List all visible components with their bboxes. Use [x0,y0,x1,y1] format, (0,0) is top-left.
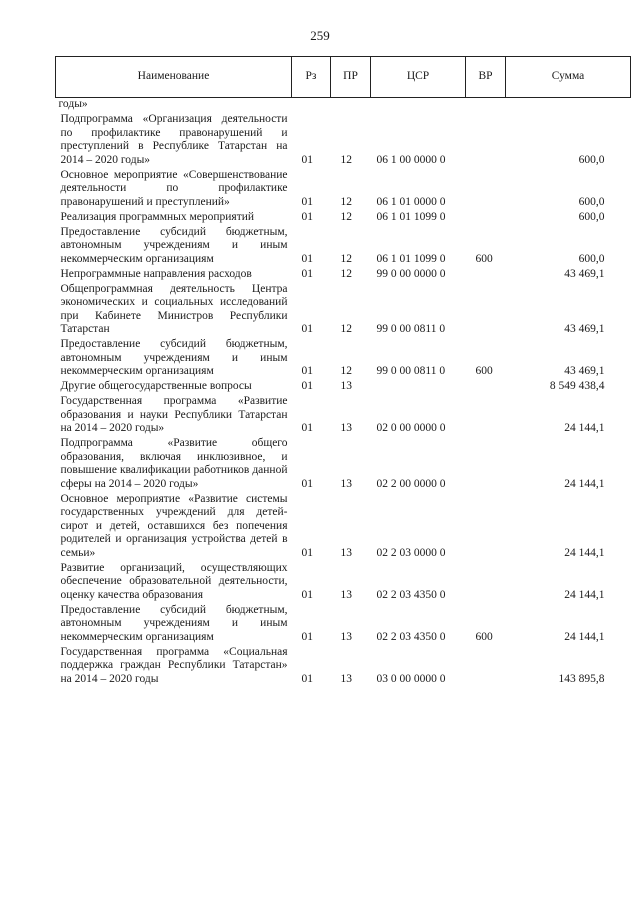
row-csr: 06 1 01 1099 0 [376,252,446,265]
row-vr [466,395,506,437]
row-rz: 01 [301,323,313,335]
row-vr [466,283,506,339]
table-row [56,113,631,169]
row-sum: 24 144,1 [564,477,605,490]
row-name: Другие общегосударственные вопросы [60,380,252,392]
table-row [56,562,631,604]
row-sum: 143 895,8 [558,672,605,685]
row-sum: 8 549 438,4 [549,380,605,392]
row-sum: 43 469,1 [564,365,605,377]
row-csr [371,380,466,395]
row-pr: 13 [340,477,352,490]
page-number: 259 [310,28,330,43]
row-csr: 99 0 00 0811 0 [376,323,446,335]
row-vr [466,169,506,211]
row-pr: 13 [340,672,352,685]
row-name: Государственная программа «Социальная поддержка граждан Республики Татарстан» на 2014 – 2020 годы [60,645,288,685]
table-row [56,493,631,562]
row-name: Предоставление субсидий бюджетным, автономным учреждениям и иным некоммерческим организациям [60,603,288,643]
row-pr: 13 [340,630,352,643]
header-vr: ВР [466,57,506,98]
header-pr: ПР [331,57,371,98]
row-csr: 02 2 00 0000 0 [376,477,446,490]
row-rz [292,98,331,114]
row-name: Государственная программа «Развитие образования и науки Республики Татарстан на 2014 – 2020 годы» [60,395,288,434]
row-rz: 01 [301,477,313,490]
row-pr: 12 [340,210,352,223]
table-row [56,395,631,437]
row-csr: 02 2 03 4350 0 [376,588,446,601]
row-pr: 12 [340,252,352,265]
row-sum: 600,0 [578,210,605,223]
row-rz: 01 [301,380,313,392]
row-name: Основное мероприятие «Развитие системы государственных учреждений для детей-сирот и детей, оставшихся без попечения родителей и организация устройства детей в семьи» [60,492,288,559]
row-pr: 12 [340,365,352,377]
row-rz: 01 [301,153,313,166]
row-pr: 13 [340,380,352,392]
row-pr: 12 [340,153,352,166]
row-rz: 01 [301,630,313,643]
row-sum: 43 469,1 [564,323,605,335]
row-vr [466,268,506,283]
row-pr [331,98,371,114]
header-csr: ЦСР [371,57,466,98]
row-vr [466,493,506,562]
row-sum [506,98,631,114]
row-csr [371,98,466,114]
table-body [56,98,631,688]
row-vr: 600 [475,252,493,265]
row-name: Предоставление субсидий бюджетным, автономным учреждениям и иным некоммерческим организациям [60,225,288,265]
row-rz: 01 [301,672,313,685]
table-row [56,604,631,646]
row-rz: 01 [301,365,313,377]
row-pr: 12 [340,267,352,280]
row-name: Развитие организаций, осуществляющих обеспечение образовательной деятельности, оценку качества образования [60,561,288,601]
table-row [56,283,631,339]
table-row [56,338,631,380]
row-pr: 13 [340,422,352,434]
row-rz: 01 [301,588,313,601]
row-name: Подпрограмма «Развитие общего образования, включая инклюзивное, и повышение квалификации работников данной сферы на 2014 – 2020 годы» [60,437,288,490]
row-sum: 24 144,1 [564,630,605,643]
row-vr [466,437,506,493]
table-row [56,380,631,395]
row-name: Реализация программных мероприятий [60,210,255,223]
row-pr: 13 [340,588,352,601]
row-csr: 02 2 03 4350 0 [376,630,446,643]
row-csr: 03 0 00 0000 0 [376,672,446,685]
row-name: Основное мероприятие «Совершенствование деятельности по профилактике правонарушений и преступлений» [60,168,288,208]
table-row [56,437,631,493]
table-row [56,98,631,114]
row-rz: 01 [301,422,313,434]
row-pr: 12 [340,195,352,208]
row-sum: 24 144,1 [564,588,605,601]
header-sum: Сумма [506,57,631,98]
row-vr [466,98,506,114]
row-sum: 600,0 [578,195,605,208]
row-sum: 24 144,1 [564,422,605,434]
row-vr [466,113,506,169]
header-rz: Рз [292,57,331,98]
row-rz: 01 [301,195,313,208]
table-row [56,646,631,688]
budget-table [55,56,631,688]
row-csr: 06 1 01 1099 0 [376,210,446,223]
row-csr: 02 0 00 0000 0 [376,422,446,434]
row-csr: 06 1 00 0000 0 [376,153,446,166]
row-csr: 99 0 00 0811 0 [376,365,446,377]
row-sum: 600,0 [578,153,605,166]
table-row [56,169,631,211]
row-csr: 99 0 00 0000 0 [376,267,446,280]
row-rz: 01 [301,210,313,223]
row-sum: 43 469,1 [564,267,605,280]
row-pr: 13 [340,546,352,559]
row-vr: 600 [475,630,493,643]
row-name: Подпрограмма «Организация деятельности по профилактике правонарушений и преступлений в Республике Татарстан на 2014 – 2020 годы» [60,113,288,166]
row-sum: 24 144,1 [564,546,605,559]
row-name: годы» [58,98,88,110]
row-name: Непрограммные направления расходов [60,267,252,280]
table-header [56,57,631,98]
table-row [56,268,631,283]
row-rz: 01 [301,252,313,265]
row-rz: 01 [301,546,313,559]
row-csr: 02 2 03 0000 0 [376,546,446,559]
row-vr [466,646,506,688]
table-row [56,226,631,268]
row-name: Общепрограммная деятельность Центра экономических и социальных исследований при Кабинете Министров Республики Татарстан [60,282,288,335]
row-vr [466,211,506,226]
row-pr: 12 [340,323,352,335]
row-name: Предоставление субсидий бюджетным, автономным учреждениям и иным некоммерческим организациям [60,338,288,377]
row-rz: 01 [301,267,313,280]
row-sum: 600,0 [578,252,605,265]
row-vr [466,562,506,604]
table-row [56,211,631,226]
row-vr [466,380,506,395]
header-name: Наименование [56,57,292,98]
row-vr: 600 [475,365,493,377]
row-csr: 06 1 01 0000 0 [376,195,446,208]
